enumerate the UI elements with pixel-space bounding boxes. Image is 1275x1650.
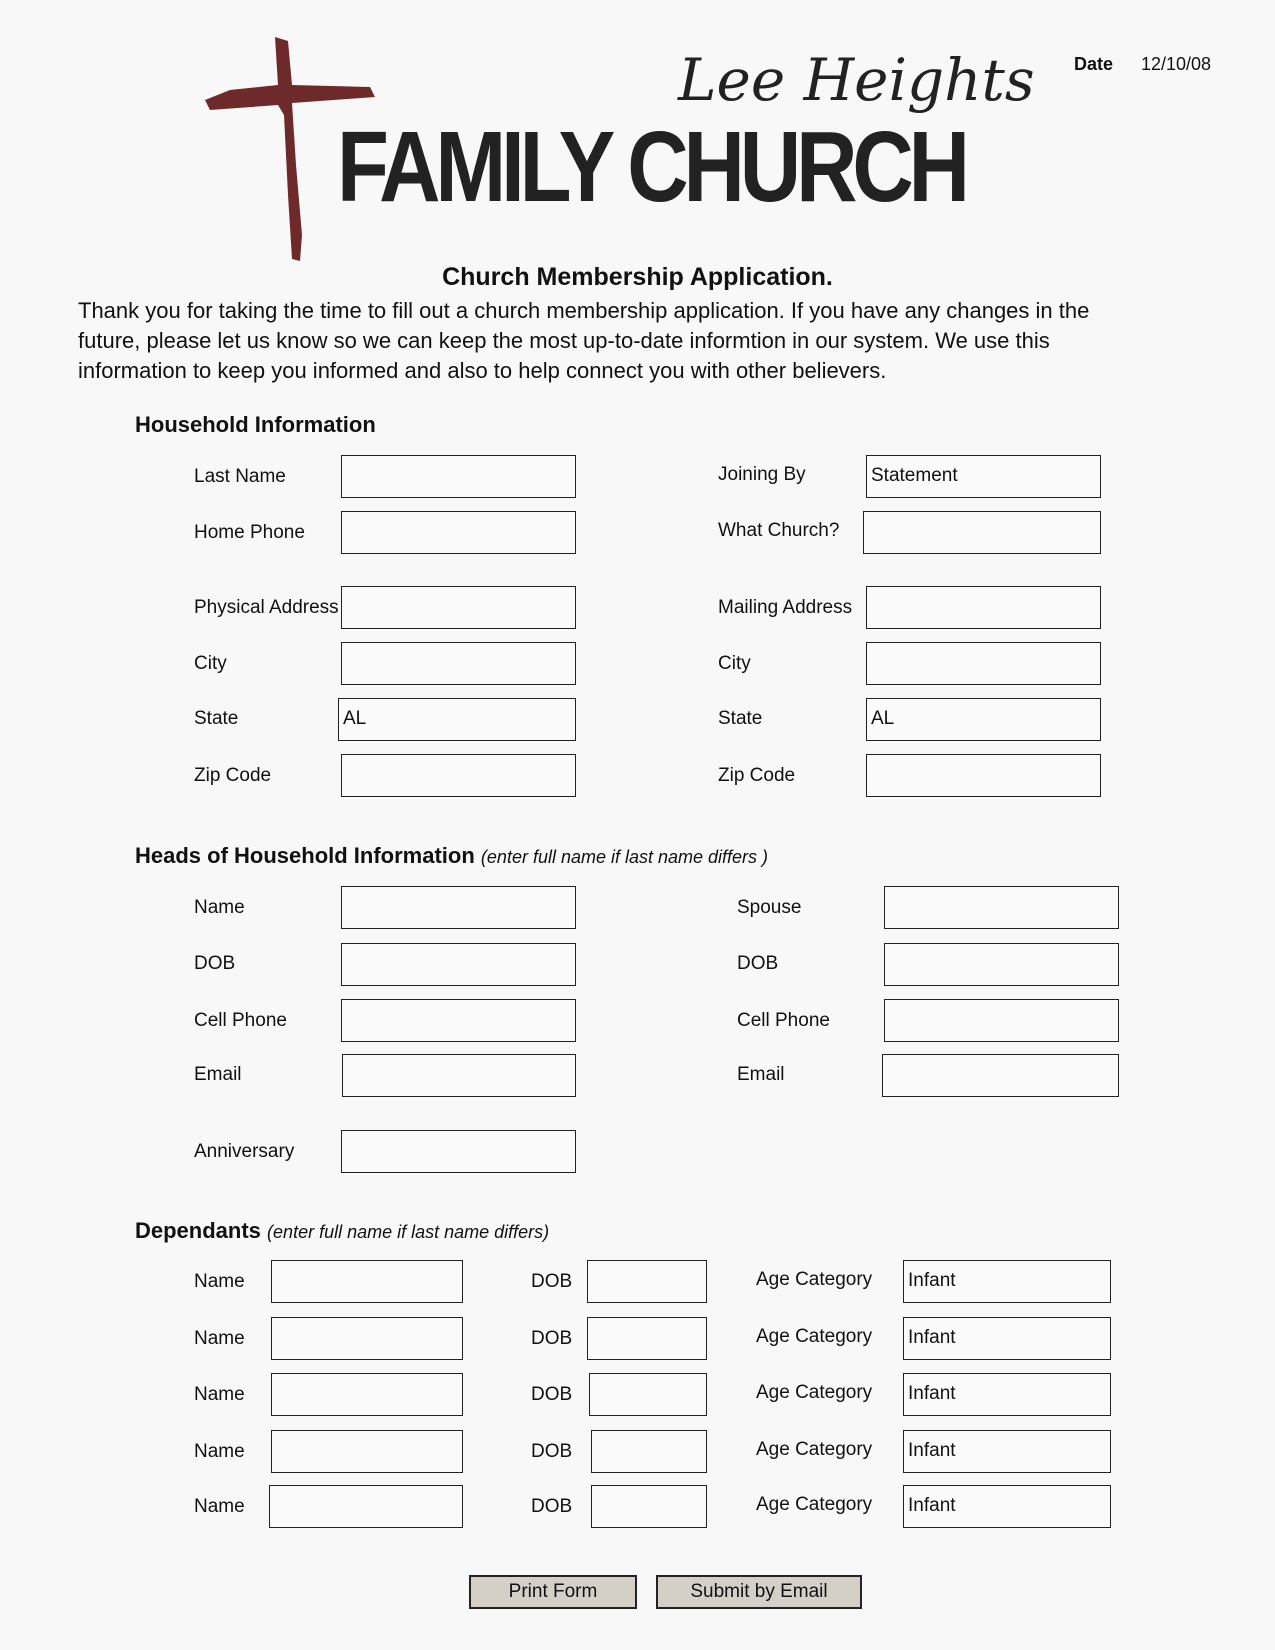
- dependant-age-label: Age Category: [756, 1439, 873, 1460]
- dependant-name-label: Name: [194, 1441, 245, 1462]
- mailing-address-input[interactable]: [866, 586, 1101, 629]
- intro-line: future, please let us know so we can keep the most up-to-date informtion in our system. We use this: [78, 328, 1050, 353]
- spouse-input[interactable]: [884, 886, 1119, 929]
- dependant-dob-input[interactable]: [591, 1430, 707, 1473]
- dependant-name-label: Name: [194, 1328, 245, 1349]
- city-label: City: [194, 653, 227, 674]
- dependants-note: (enter full name if last name differs): [267, 1222, 550, 1242]
- dependant-age-label: Age Category: [756, 1269, 873, 1290]
- joining-by-value: Statement: [871, 465, 958, 486]
- submit-by-email-button[interactable]: Submit by Email: [656, 1575, 862, 1609]
- mail-state-label: State: [718, 708, 763, 729]
- head-cell-input[interactable]: [341, 999, 576, 1042]
- anniversary-input[interactable]: [341, 1130, 576, 1173]
- dependant-age-select[interactable]: [903, 1317, 1111, 1360]
- head-name-label: Name: [194, 897, 245, 918]
- dependant-dob-input[interactable]: [587, 1260, 707, 1303]
- date-label: Date: [1074, 54, 1114, 74]
- what-church-input[interactable]: [863, 511, 1101, 554]
- head-name-input[interactable]: [341, 886, 576, 929]
- dependant-name-input[interactable]: [271, 1260, 463, 1303]
- joining-by-label: Joining By: [718, 464, 806, 485]
- head-cell-label: Cell Phone: [194, 1010, 287, 1031]
- dependant-age-value: Infant: [908, 1270, 956, 1291]
- dependant-name-label: Name: [194, 1384, 245, 1405]
- dependant-age-value: Infant: [908, 1383, 956, 1404]
- mail-state-value: AL: [871, 708, 895, 729]
- dependant-age-select[interactable]: [903, 1430, 1111, 1473]
- head-email-input[interactable]: [342, 1054, 576, 1097]
- mail-city-label: City: [718, 653, 751, 674]
- zip-label: Zip Code: [194, 765, 272, 786]
- dependant-age-select[interactable]: [903, 1373, 1111, 1416]
- mail-zip-input[interactable]: [866, 754, 1101, 797]
- state-label: State: [194, 708, 239, 729]
- home-phone-input[interactable]: [341, 511, 576, 554]
- dependant-dob-label: DOB: [531, 1496, 573, 1517]
- intro-line: information to keep you informed and also to help connect you with other believers.: [78, 358, 887, 383]
- dependant-age-label: Age Category: [756, 1382, 873, 1403]
- logo-script-text: Lee Heights: [678, 46, 1035, 114]
- spouse-dob-input[interactable]: [884, 943, 1119, 986]
- dependant-dob-input[interactable]: [589, 1373, 707, 1416]
- dependants-heading: [135, 1218, 549, 1245]
- spouse-cell-input[interactable]: [884, 999, 1119, 1042]
- dependant-age-label: Age Category: [756, 1494, 873, 1515]
- physical-address-label: Physical Address: [194, 597, 339, 618]
- anniversary-label: Anniversary: [194, 1141, 295, 1162]
- mail-zip-label: Zip Code: [718, 765, 796, 786]
- physical-address-input[interactable]: [341, 586, 576, 629]
- spouse-email-label: Email: [737, 1064, 785, 1085]
- head-dob-input[interactable]: [341, 943, 576, 986]
- dependant-age-select[interactable]: [903, 1260, 1111, 1303]
- head-email-label: Email: [194, 1064, 242, 1085]
- dependant-dob-label: DOB: [531, 1328, 573, 1349]
- spouse-cell-label: Cell Phone: [737, 1010, 830, 1031]
- city-input[interactable]: [341, 642, 576, 685]
- what-church-label: What Church?: [718, 520, 840, 541]
- dependant-dob-label: DOB: [531, 1384, 573, 1405]
- dependant-name-label: Name: [194, 1271, 245, 1292]
- dependant-age-value: Infant: [908, 1440, 956, 1461]
- heads-note: (enter full name if last name differs ): [480, 847, 769, 867]
- zip-input[interactable]: [341, 754, 576, 797]
- dependant-age-value: Infant: [908, 1327, 956, 1348]
- dependant-age-value: Infant: [908, 1495, 956, 1516]
- last-name-input[interactable]: [341, 455, 576, 498]
- church-logo: [200, 35, 1035, 265]
- mail-state-select[interactable]: [866, 698, 1101, 741]
- logo-main-text: FAMILY CHURCH: [337, 111, 965, 223]
- intro-line: Thank you for taking the time to fill out a church membership application. If you have any changes in the: [78, 298, 1090, 323]
- state-value: AL: [343, 708, 367, 729]
- dependant-age-select[interactable]: [903, 1485, 1111, 1528]
- mail-city-input[interactable]: [866, 642, 1101, 685]
- dependant-name-input[interactable]: [269, 1485, 463, 1528]
- heads-heading-text: Heads of Household Information: [135, 843, 475, 868]
- dependant-dob-label: DOB: [531, 1271, 573, 1292]
- dependant-name-label: Name: [194, 1496, 245, 1517]
- joining-by-select[interactable]: [866, 455, 1101, 498]
- date-value: 12/10/08: [1141, 54, 1212, 74]
- dependants-heading-text: Dependants: [135, 1218, 261, 1243]
- mailing-address-label: Mailing Address: [718, 597, 853, 618]
- spouse-dob-label: DOB: [737, 953, 779, 974]
- state-select[interactable]: [338, 698, 576, 741]
- dependant-name-input[interactable]: [271, 1430, 463, 1473]
- spouse-label: Spouse: [737, 897, 802, 918]
- home-phone-label: Home Phone: [194, 522, 305, 543]
- intro-text: [78, 296, 1089, 386]
- dependant-name-input[interactable]: [271, 1317, 463, 1360]
- dependant-dob-input[interactable]: [587, 1317, 707, 1360]
- page-title: Church Membership Application.: [442, 263, 833, 291]
- print-form-button[interactable]: Print Form: [469, 1575, 637, 1609]
- household-heading: Household Information: [135, 412, 376, 437]
- last-name-label: Last Name: [194, 466, 286, 487]
- spouse-email-input[interactable]: [882, 1054, 1119, 1097]
- head-dob-label: DOB: [194, 953, 236, 974]
- dependant-name-input[interactable]: [271, 1373, 463, 1416]
- dependant-dob-input[interactable]: [591, 1485, 707, 1528]
- dependant-dob-label: DOB: [531, 1441, 573, 1462]
- dependant-age-label: Age Category: [756, 1326, 873, 1347]
- heads-heading: [135, 843, 768, 870]
